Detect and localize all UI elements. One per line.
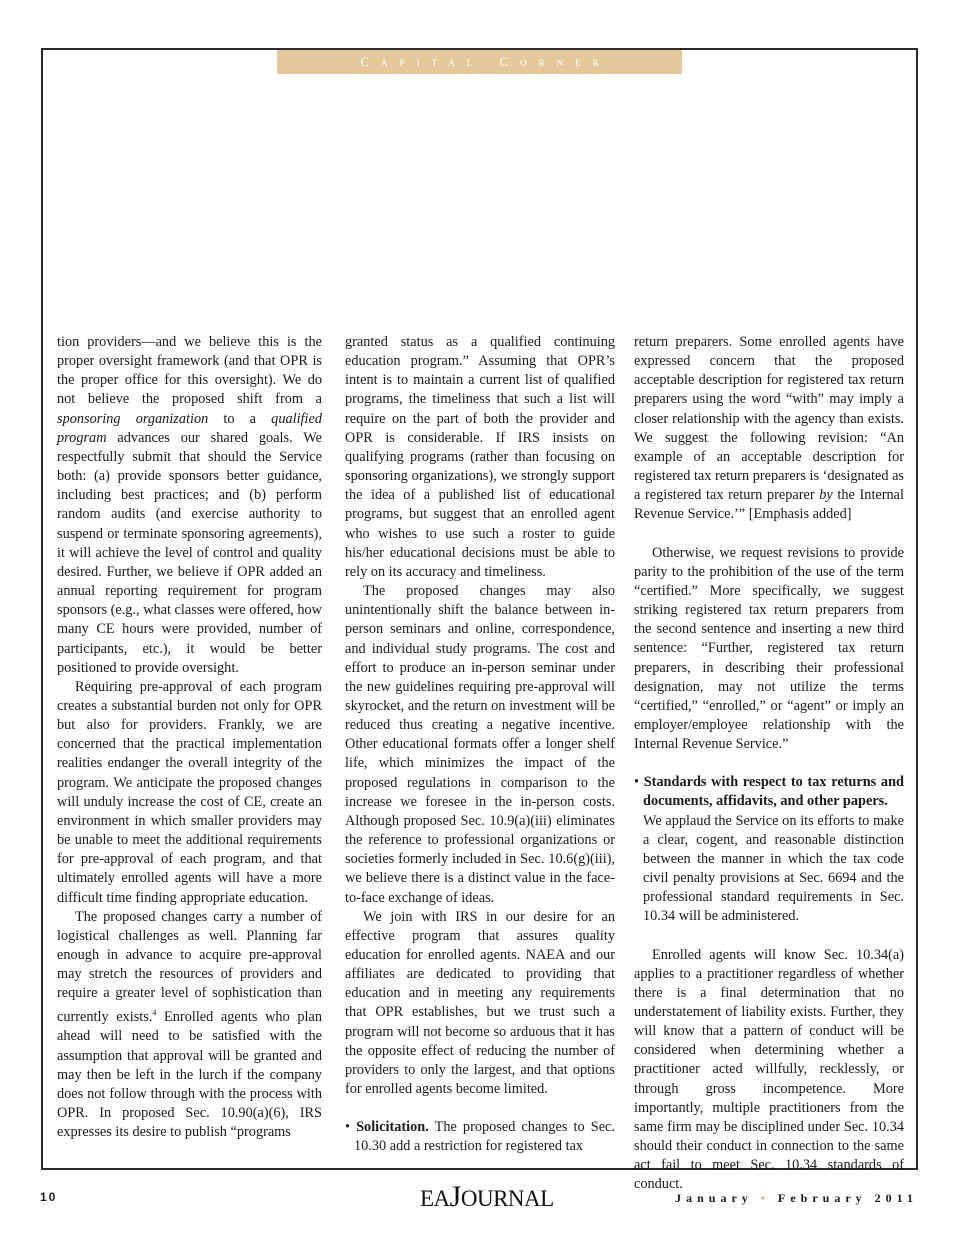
paragraph: The proposed changes may also unintentionally shift the balance between in-person seminars and online, correspondence, and individual study programs. The cost and effort to produce an in-person seminar under the new guidelines requiring pre-approval will skyrocket, and the return on investment will be reduced thus creating a negative incentive. Other educational formats offer a longer shelf life, which minimizes the impact of the proposed regulations in comparison to the increase we foresee in the in-person costs. Although proposed Sec. 10.9(a)(iii) eliminates the reference to professional organizations or societies formerly included in Sec. 10.6(g)(iii), we believe there is a distinct value in the face-to-face exchange of ideas. — [345, 583, 615, 906]
journal-logo — [420, 1180, 554, 1214]
spacer — [345, 1099, 615, 1118]
bullet-label: Solicitation. — [356, 1119, 429, 1136]
paragraph: Requiring pre-approval of each program creates a substantial burden not only for OPR but also for providers. Frankly, we are concerned that the practical implementation realities endanger the overall integrity of the program. We anticipate the proposed changes will unduly increase the cost of CE, create an environment in which smaller providers may be unable to meet the additional requirements for pre-approval of each program, and that ultimately enrolled agents will have a more difficult time finding appropriate education. — [57, 678, 322, 906]
paragraph: granted status as a qualified continuing education program.” Assuming that OPR’s intent is to maintain a current list of qualified programs, the timeliness that such a list will require on the part of both the provider and OPR is considerable. If IRS insists on qualifying programs (rather than focusing on sponsoring organizations), we strongly support the idea of a published list of educational programs, but suggest that an enrolled agent who wishes to use such a roster to guide his/her educational decisions must be able to rely on its accuracy and timeliness. — [345, 334, 615, 580]
text-run: tion providers—and we believe this is the proper oversight framework (and that OPR is the proper office for this oversight). We do not believe the proposed shift from a — [57, 334, 322, 408]
text-run: the Internal Revenue Service.’” [Emphasis added] — [634, 487, 904, 523]
page-number: 10 — [40, 1190, 58, 1204]
paragraph — [57, 333, 322, 678]
italic-term: sponsoring organization — [57, 410, 209, 427]
logo-text: J — [449, 1180, 461, 1213]
text-run: The proposed changes to Sec. 10.30 add a restriction for registered tax — [354, 1119, 615, 1155]
italic-term: by — [819, 487, 833, 504]
bullet-item: • Solicitation. The proposed changes to Sec. 10.30 add a restriction for registered tax — [345, 1119, 615, 1155]
text-run: return preparers. Some enrolled agents have expressed concern that the proposed acceptable description for registered tax return preparers using the word “with” may imply a closer relationship with the agency than exists. We suggest the following revision: “An example of an acceptable description for registered tax return preparers is ‘designated as a registered tax return preparer — [634, 334, 904, 504]
paragraph: Otherwise, we request revisions to provide parity to the prohibition of the use of the term “certified.” More specifically, we suggest striking registered tax return preparers from the second sentence and inserting a new third sentence: “Further, registered tax return preparers, in describing their professional designation, may not utilize the terms “certified,” “enrolled,” or “agent” or imply an employer/employee relationship with the Internal Revenue Service.” — [634, 544, 904, 753]
logo-text: EA — [420, 1186, 450, 1211]
footnote-marker: 4 — [152, 1008, 157, 1018]
section-title: Capital Corner — [360, 54, 611, 69]
issue-month: January — [675, 1191, 753, 1205]
spacer — [634, 525, 904, 544]
text-run: The proposed changes carry a number of logistical challenges as well. Planning far enough in advance to acquire pre-approval may stretch the resources of providers and require a greater level of sophistication than currently exists. — [57, 908, 322, 1026]
paragraph — [57, 908, 322, 1143]
issue-month: February — [778, 1191, 867, 1205]
paragraph — [634, 333, 904, 525]
logo-text: OURNAL — [460, 1186, 554, 1211]
italic-term: qualified program — [57, 410, 322, 446]
bullet-body: We applaud the Service on its efforts to make a clear, cogent, and reasonable distinction between the manner in which the tax code civil penalty provisions at Sec. 6694 and the professional standard requirements in Sec. 10.34 will be administered. — [643, 812, 904, 925]
text-run: to a — [208, 410, 272, 427]
article-column-2 — [345, 333, 615, 1157]
bullet-item: • Standards with respect to tax returns and documents, affidavits, and other papers. — [634, 774, 904, 810]
issue-year: 2011 — [874, 1191, 918, 1205]
section-header — [277, 50, 682, 74]
spacer — [634, 754, 904, 773]
text-run: Enrolled agents who plan ahead will need to be satisfied with the assumption that approval will be granted and may then be left in the lurch if the company does not follow through with the process with OPR. In proposed Sec. 10.90(a)(6), IRS expresses its desire to publish “programs — [57, 1009, 322, 1141]
article-column-1 — [57, 333, 322, 1142]
paragraph: Enrolled agents will know Sec. 10.34(a) applies to a practitioner regardless of whether there is a final determination that no understatement of liability exists. Further, they will know that a pattern of conduct will be considered when determining whether a practitioner acted willfully, recklessly, or through gross incompetence. More importantly, multiple practitioners from the same firm may be disciplined under Sec. 10.34 should their conduct in connection to the same act fail to meet Sec. 10.34 standards of conduct. — [634, 946, 904, 1193]
bullet-label: Standards with respect to tax returns and documents, affidavits, and other papers. — [643, 774, 904, 810]
paragraph: We join with IRS in our desire for an effective program that assures quality education for enrolled agents. NAEA and our affiliates are dedicated to providing that education and in meeting any requirements that OPR establishes, but we trust such a program will not become so arduous that it has the opposite effect of reducing the number of providers to only the largest, and that options for enrolled agents become limited. — [345, 908, 615, 1098]
separator: • — [760, 1191, 770, 1205]
issue-date — [675, 1191, 918, 1206]
text-run: advances our shared goals. We respectfully submit that should the Service both: (a) provide sponsors better guidance, including best practices; and (b) perform random audits (and exercise authority to suspend or terminate sponsoring agreements), it will achieve the level of control and quality desired. Further, we believe if OPR added an annual reporting requirement for program sponsors (e.g., what classes were offered, how many CE hours were provided, number of participants, etc.), it would be better positioned to provide oversight. — [57, 429, 322, 676]
spacer — [634, 927, 904, 946]
article-column-3 — [634, 333, 904, 1195]
